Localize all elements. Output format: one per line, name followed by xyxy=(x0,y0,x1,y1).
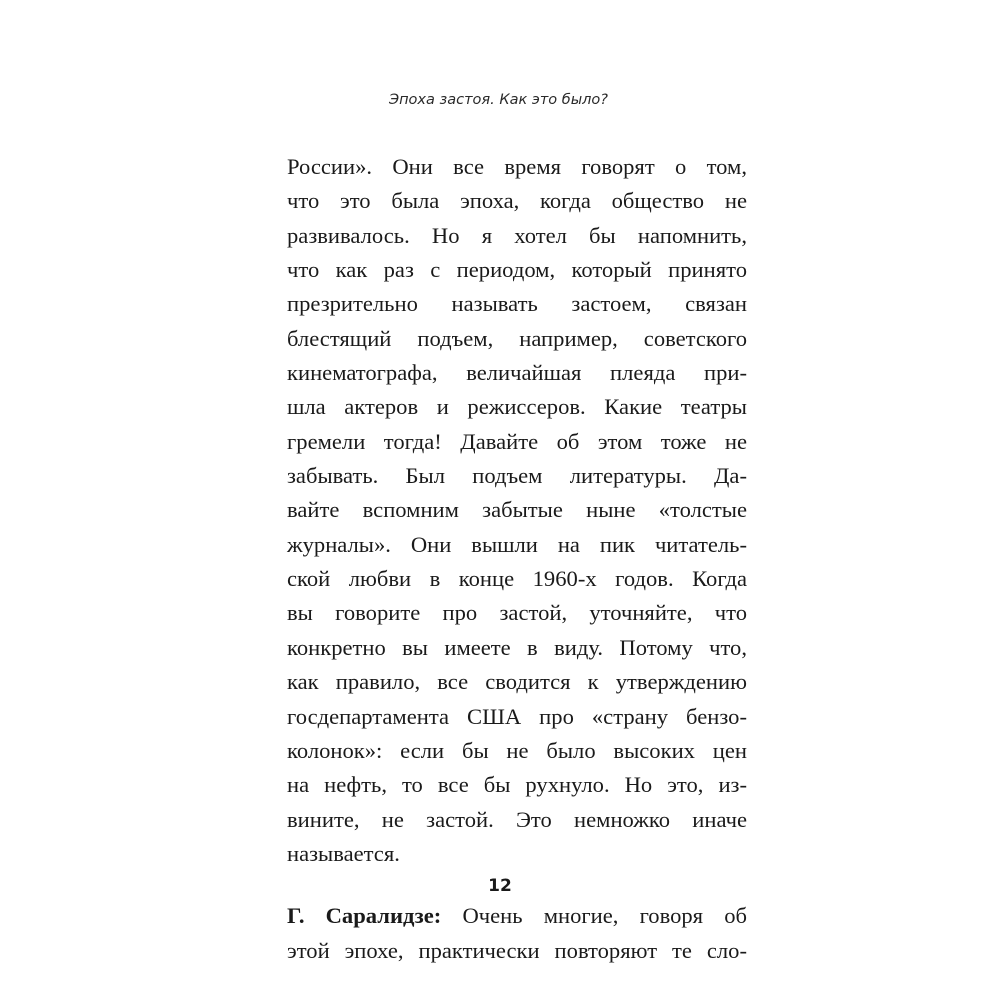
paragraph-2 xyxy=(287,899,747,968)
text-line xyxy=(287,899,747,933)
text-line: этой эпохе, практически повторяют те сло- xyxy=(287,937,747,963)
text-line: конкретно вы имеете в виду. Потому что, xyxy=(287,634,747,660)
text-line: шла актеров и режиссеров. Какие театры xyxy=(287,394,747,420)
text-line: гремели тогда! Давайте об этом тоже не xyxy=(287,428,747,454)
running-head: Эпоха застоя. Как это было? xyxy=(388,92,608,108)
text-line: как правило, все сводится к утверждению xyxy=(287,669,747,695)
text-line: журналы». Они вышли на пик читатель- xyxy=(287,531,747,557)
text-line: забывать. Был подъем литературы. Да- xyxy=(287,463,747,489)
text-line: вы говорите про застой, уточняйте, что xyxy=(287,600,747,626)
text-line: вините, не застой. Это немножко иначе xyxy=(287,806,747,832)
body-text xyxy=(287,150,747,968)
text-line: называется. xyxy=(287,840,400,866)
text-line: колонок»: если бы не было высоких цен xyxy=(287,737,747,763)
speaker-name: Г. Саралидзе: xyxy=(287,903,442,929)
text-line: на нефть, то все бы рухнуло. Но это, из- xyxy=(287,772,747,798)
text-line: ской любви в конце 1960-х годов. Когда xyxy=(287,566,747,592)
text-line: презрительно называть застоем, связан xyxy=(287,291,747,317)
text-line: развивалось. Но я хотел бы напомнить, xyxy=(287,222,747,248)
paragraph-1 xyxy=(287,150,747,871)
text-line: России». Они все время говорят о том, xyxy=(287,154,747,179)
text-fragment: Очень многие, говоря об xyxy=(441,903,748,929)
page-number: 12 xyxy=(488,876,512,896)
text-line: блестящий подъем, например, советского xyxy=(287,325,747,351)
text-line: госдепартамента США про «страну бензо- xyxy=(287,703,747,729)
text-line: что это была эпоха, когда общество не xyxy=(287,188,747,214)
text-line: вайте вспомним забытые ныне «толстые xyxy=(287,497,747,523)
text-line: кинематографа, величайшая плеяда при- xyxy=(287,360,747,386)
text-line: что как раз с периодом, который принято xyxy=(287,257,747,283)
